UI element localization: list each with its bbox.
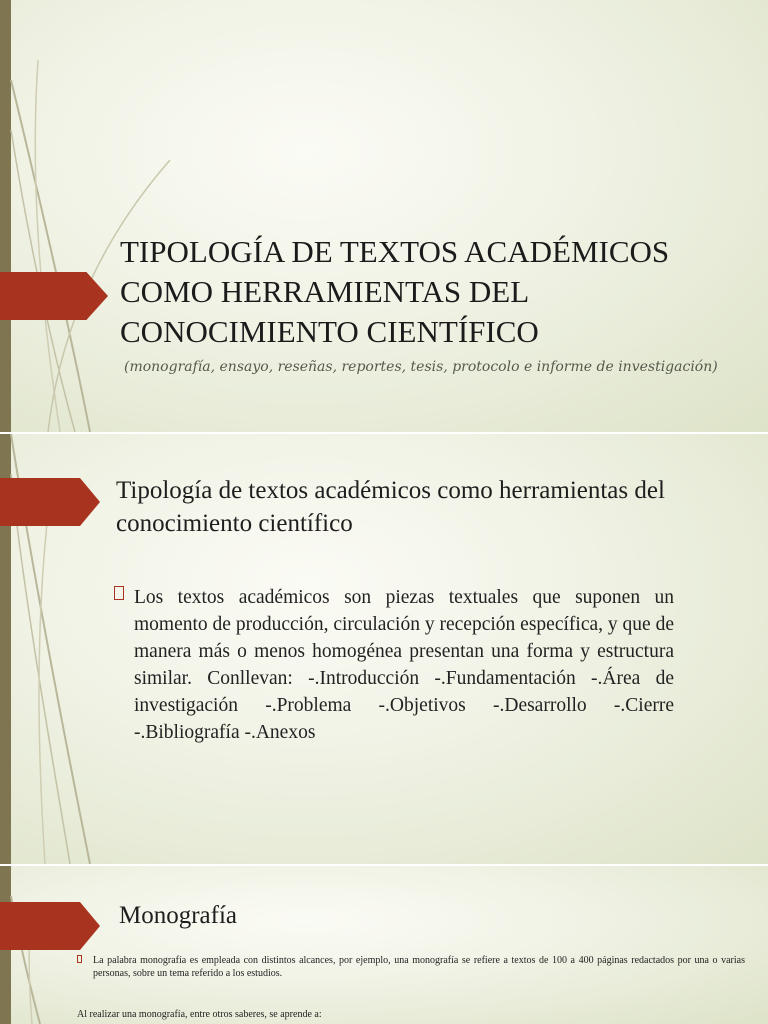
- slide-heading: Monografía: [119, 902, 238, 929]
- body-paragraph-2: Al realizar una monografía, entre otros saberes, se aprende a:: [77, 1009, 322, 1020]
- bullet-marker-icon: [77, 955, 82, 963]
- slide-title: [0, 0, 768, 432]
- slide-monografia: [0, 866, 768, 1024]
- body-paragraph: La palabra monografía es empleada con distintos alcances, por ejemplo, una monografía se refiere a textos de 100 a 400 páginas redactados por una o varias personas, sobre un tema referido a los estudios.: [93, 955, 745, 979]
- heading-accent-arrow: [0, 478, 100, 526]
- decorative-swirl: [0, 866, 768, 1024]
- bullet-text: Los textos académicos son piezas textuales que suponen un momento de producción, circulación y recepción específica, y que de manera más o menos homogénea presentan una forma y estructura similar. Conllevan: -.Introducción -.Fundamentación -.Área de investigación -.Problema -.Objetivos -.Desarrollo -.Cierre -.Bibliografía -.Anexos: [134, 587, 674, 743]
- slide-heading: Tipología de textos académicos como herramientas del conocimiento científico: [116, 477, 665, 537]
- presentation-subtitle: (monografía, ensayo, reseñas, reportes, tesis, protocolo e informe de investigación): [124, 359, 718, 375]
- slide-left-bar: [0, 0, 11, 432]
- slide-overview: [0, 434, 768, 864]
- bullet-paragraph: [114, 584, 674, 746]
- heading-accent-arrow: [0, 902, 100, 950]
- presentation-title: TIPOLOGÍA DE TEXTOS ACADÉMICOS COMO HERRAMIENTAS DEL CONOCIMIENTO CIENTÍFICO: [120, 234, 670, 349]
- title-accent-arrow: [0, 272, 108, 320]
